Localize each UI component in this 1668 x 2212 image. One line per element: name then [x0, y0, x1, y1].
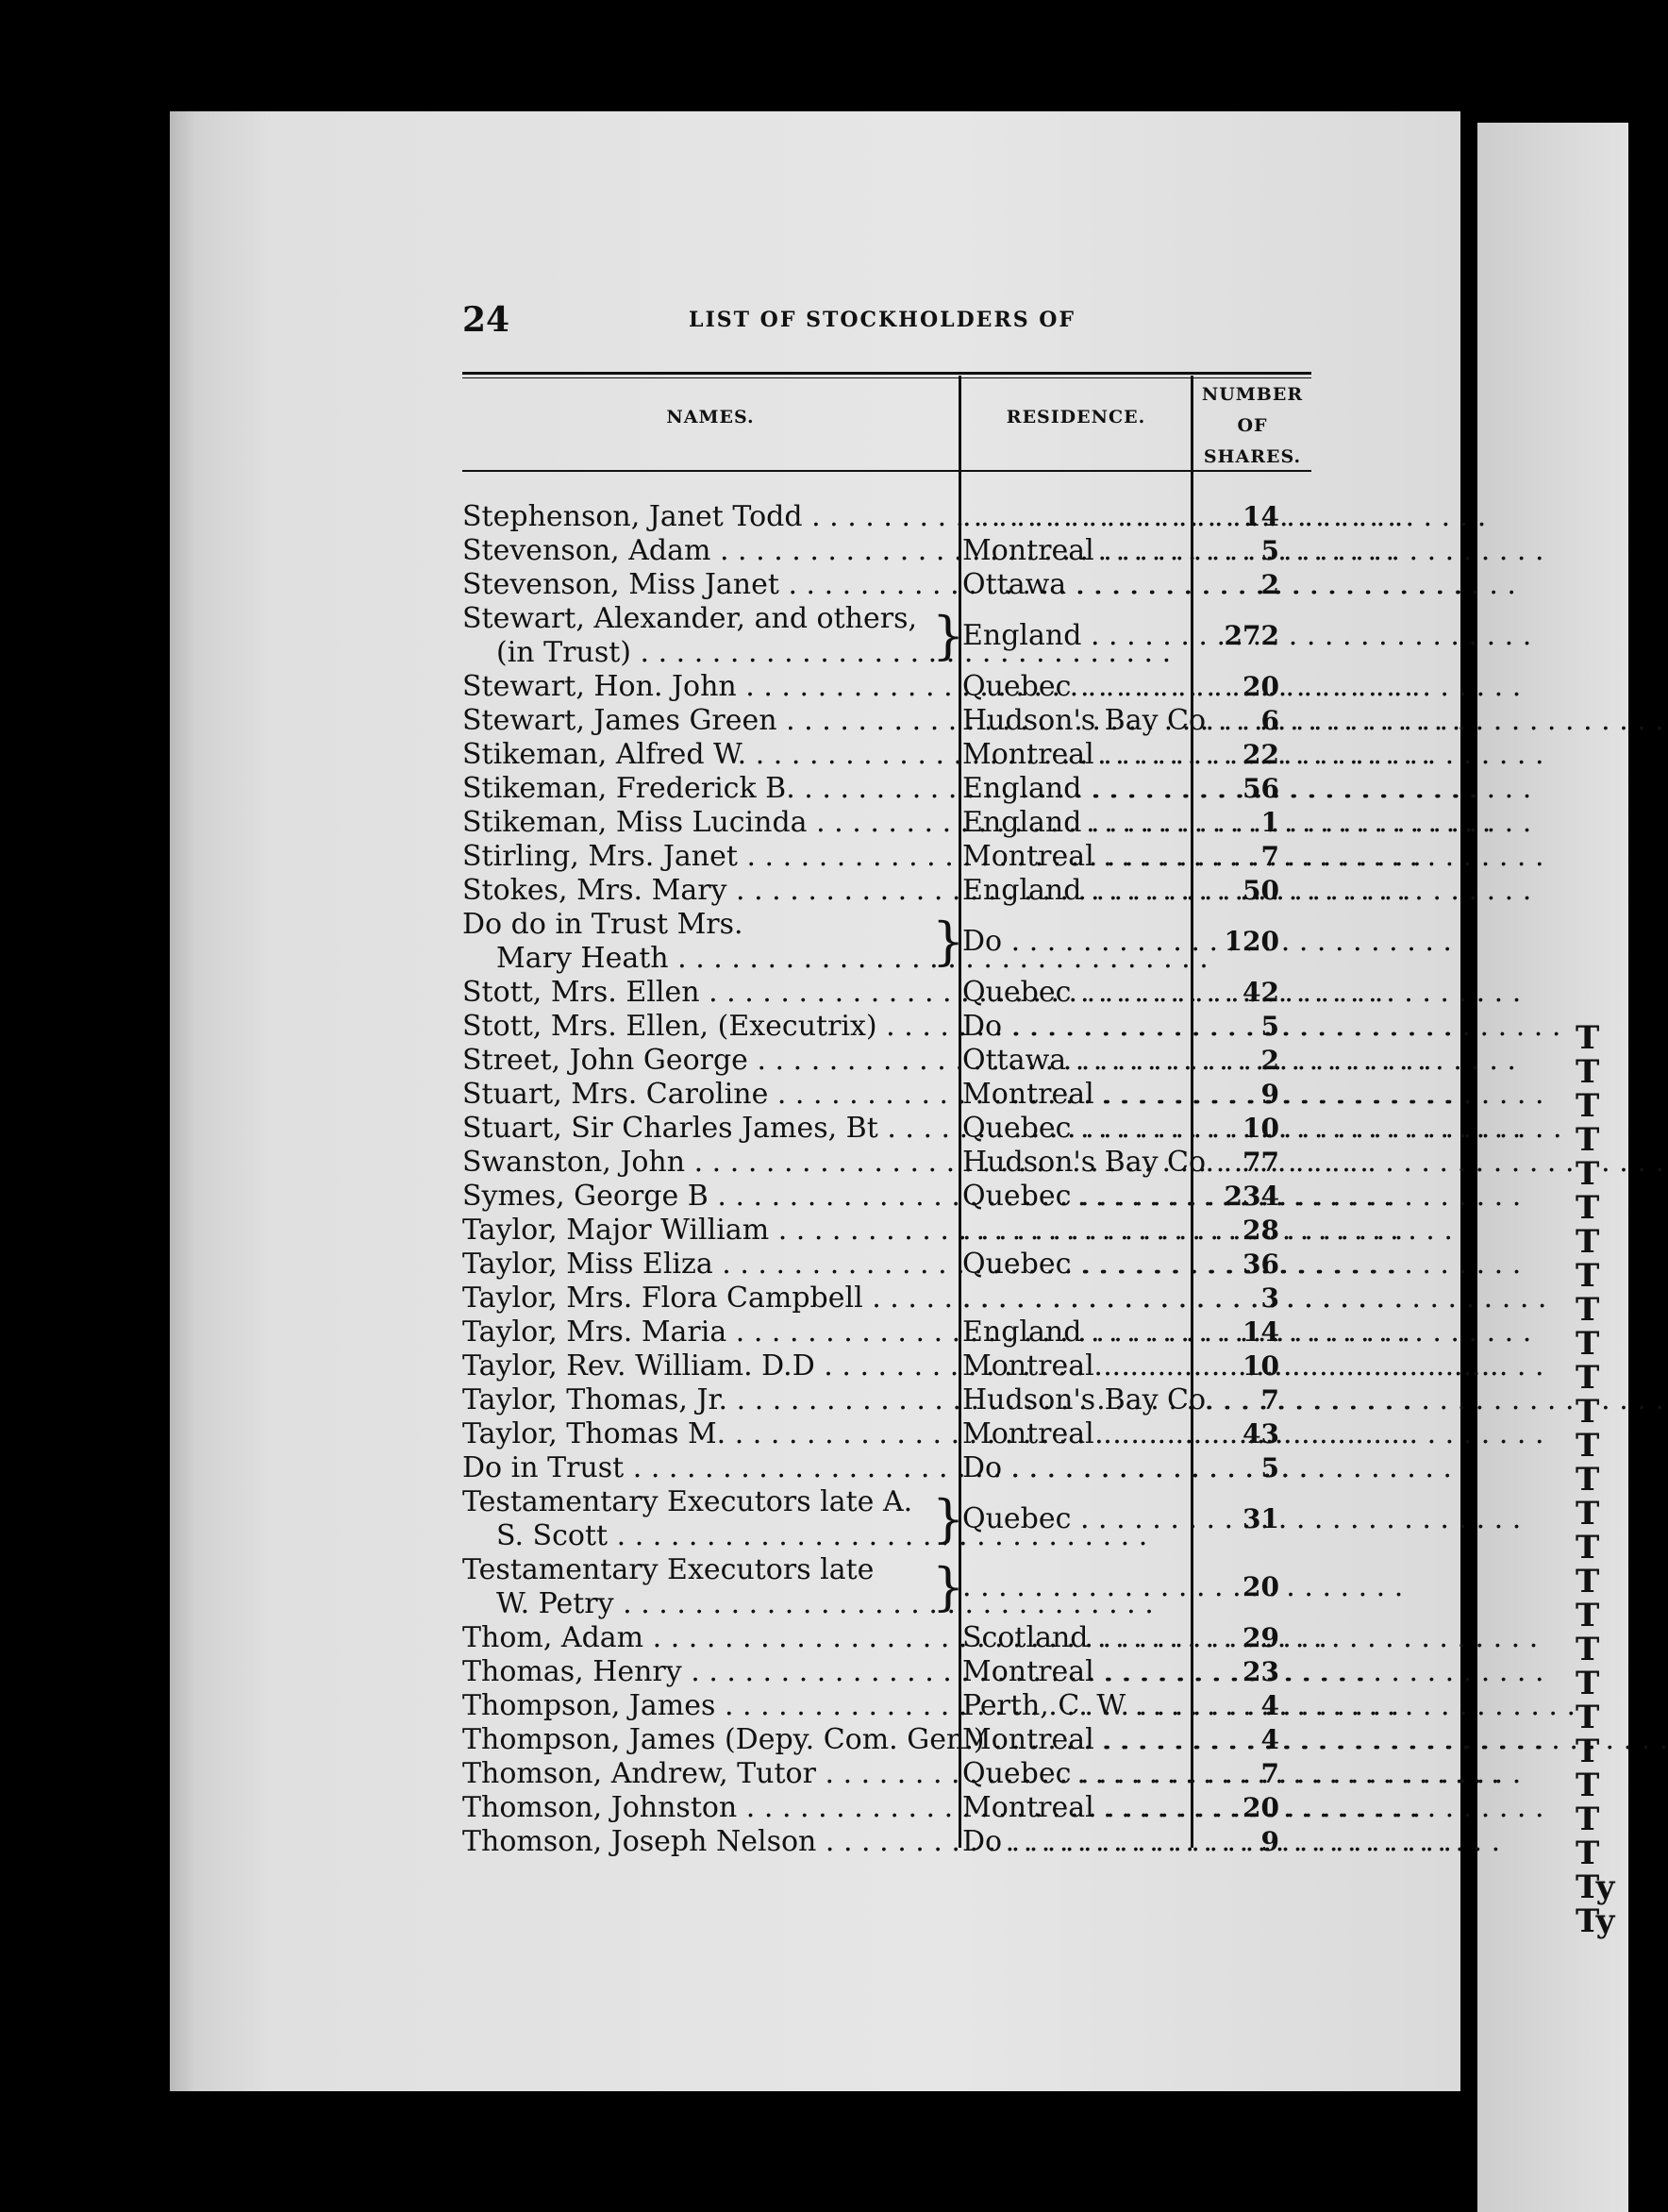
stockholder-name: Stikeman, Miss Lucinda . . . [462, 806, 953, 840]
adjacent-page-letter: T [1576, 1529, 1600, 1567]
stockholder-shares: 4 [1260, 1724, 1279, 1755]
adjacent-page-letter: T [1576, 1461, 1600, 1499]
column-header-shares-line1: NUMBER [1201, 384, 1304, 405]
stockholder-residence: Quebec . . . [962, 1180, 1187, 1214]
adjacent-page-letter: T [1576, 1699, 1600, 1736]
adjacent-page-letter: T [1576, 1257, 1600, 1295]
stockholder-shares: 29 [1243, 1622, 1279, 1653]
stockholder-name: Thomson, Joseph Nelson . . . [462, 1825, 953, 1859]
table-row [0, 1315, 1623, 1349]
stockholder-shares: 77 [1243, 1147, 1279, 1178]
stockholder-shares: 7 [1260, 841, 1279, 872]
running-title: LIST OF STOCKHOLDERS OF [689, 308, 1076, 332]
stockholder-shares: 20 [1243, 1792, 1279, 1823]
adjacent-page-letter: T [1576, 1665, 1600, 1702]
stockholder-shares: 6 [1260, 705, 1279, 736]
table-header-rule [462, 470, 1311, 472]
table-row [0, 772, 1623, 806]
stockholder-residence: Ottawa . . . [962, 1044, 1187, 1078]
table-row [0, 670, 1623, 704]
stockholder-name [462, 1553, 953, 1621]
table-row [0, 1010, 1623, 1044]
table-row [0, 568, 1623, 602]
table-row [0, 840, 1623, 874]
stockholder-name-line1: Testamentary Executors late [462, 1553, 875, 1586]
adjacent-page-letter: T [1576, 1495, 1600, 1533]
stockholder-name-line1: Do do in Trust Mrs. [462, 908, 743, 941]
stockholder-shares: 31 [1243, 1503, 1279, 1534]
stockholder-shares: 36 [1243, 1248, 1279, 1280]
stockholder-shares: 20 [1243, 671, 1279, 702]
stockholder-name-line1: Stewart, Alexander, and others, [462, 602, 918, 635]
stockholder-shares: 28 [1243, 1215, 1279, 1246]
stockholder-residence: Montreal . . . [962, 1723, 1187, 1757]
stockholder-residence: Do . . . [962, 1010, 1187, 1044]
stockholder-shares: 10 [1243, 1113, 1279, 1144]
adjacent-page-letter: T [1576, 1223, 1600, 1261]
stockholder-shares: 50 [1243, 875, 1279, 906]
stockholder-name [462, 1485, 953, 1553]
adjacent-page-letter: T [1576, 1291, 1600, 1329]
adjacent-page-letter: Ty [1576, 1902, 1615, 1940]
stockholder-residence: Scotland . . . [962, 1621, 1187, 1655]
stockholder-residence: Hudson's Bay Co. . . . [962, 1383, 1187, 1417]
adjacent-page-letter: T [1576, 1155, 1600, 1193]
stockholder-shares: 43 [1243, 1418, 1279, 1450]
table-row [0, 1655, 1623, 1689]
stockholder-shares: 234 [1224, 1181, 1279, 1212]
stockholder-residence: Quebec . . . [962, 1112, 1187, 1146]
brace-mark: } [932, 1489, 965, 1549]
stockholder-residence: Quebec . . . [962, 976, 1187, 1010]
column-header-names: NAMES. [666, 407, 755, 427]
stockholder-residence [962, 1282, 1187, 1315]
adjacent-page-letter: T [1576, 1189, 1600, 1227]
adjacent-page-letter: T [1576, 1801, 1600, 1838]
stockholder-residence: England . . . [962, 619, 1187, 653]
stockholder-residence [962, 1570, 1187, 1604]
stockholder-residence: Montreal . . . [962, 534, 1187, 568]
stockholder-name: Stott, Mrs. Ellen . . . [462, 976, 953, 1010]
table-row [0, 1383, 1623, 1417]
brace-mark: } [932, 1557, 965, 1617]
table-row [0, 1485, 1623, 1553]
stockholder-name: Symes, George B . . . [462, 1180, 953, 1214]
stockholder-name: Stikeman, Alfred W. . . . [462, 738, 953, 772]
brace-mark: } [932, 912, 965, 971]
column-header-shares-line3: SHARES. [1203, 446, 1302, 467]
stockholder-residence: England . . . [962, 772, 1187, 806]
table-row [0, 1689, 1623, 1723]
stockholder-shares: 120 [1224, 926, 1279, 957]
stockholder-name: Taylor, Rev. William. D.D . . . [462, 1349, 953, 1383]
adjacent-page-letter: T [1576, 1359, 1600, 1397]
stockholder-shares: 3 [1260, 1282, 1279, 1314]
stockholder-residence: Do . . . [962, 1825, 1187, 1859]
table-row [0, 1723, 1623, 1757]
table-row [0, 1417, 1623, 1451]
stockholder-shares: 23 [1243, 1656, 1279, 1687]
stockholder-name: Stewart, Hon. John . . . [462, 670, 953, 704]
adjacent-page-letter: T [1576, 1053, 1600, 1091]
table-row [0, 500, 1623, 534]
stockholder-residence: Montreal . . . [962, 1349, 1187, 1383]
table-row [0, 602, 1623, 670]
stockholder-residence [962, 1214, 1187, 1248]
stockholder-name: Taylor, Thomas M. . . . [462, 1417, 953, 1451]
adjacent-page-letter: T [1576, 1563, 1600, 1600]
column-header-shares [1193, 379, 1311, 473]
stockholder-name: Taylor, Thomas, Jr. . . . [462, 1383, 953, 1417]
table-row [0, 1044, 1623, 1078]
stockholder-residence: Hudson's Bay Co. . . . [962, 1146, 1187, 1180]
adjacent-page-letter: T [1576, 1427, 1600, 1465]
stockholder-residence: Do . . . [962, 925, 1187, 959]
stockholder-name: Stott, Mrs. Ellen, (Executrix) . . . [462, 1010, 953, 1044]
stockholder-residence: Montreal . . . [962, 1655, 1187, 1689]
stockholder-residence: Perth, C. W . . . [962, 1689, 1187, 1723]
table-row [0, 1757, 1623, 1791]
stockholder-name: Stephenson, Janet Todd . . . [462, 500, 953, 534]
stockholder-shares: 20 [1243, 1571, 1279, 1602]
adjacent-page-letter: T [1576, 1087, 1600, 1125]
table-row [0, 1621, 1623, 1655]
stockholder-residence: Quebec . . . [962, 1248, 1187, 1282]
table-row [0, 1451, 1623, 1485]
stockholder-name-line2: Mary Heath . . . [462, 942, 953, 976]
stockholder-name: Taylor, Mrs. Flora Campbell . . . [462, 1282, 953, 1315]
stockholder-name: Stikeman, Frederick B. . . . [462, 772, 953, 806]
stockholder-residence: Do . . . [962, 1451, 1187, 1485]
stockholder-residence: Quebec . . . [962, 1757, 1187, 1791]
stockholder-name-line1: Testamentary Executors late A. [462, 1485, 913, 1518]
adjacent-page-letter: T [1576, 1121, 1600, 1159]
stockholder-name: Stirling, Mrs. Janet . . . [462, 840, 953, 874]
table-row [0, 704, 1623, 738]
stockholder-name: Street, John George . . . [462, 1044, 953, 1078]
stockholder-shares: 7 [1260, 1384, 1279, 1416]
stockholder-residence: England . . . [962, 806, 1187, 840]
table-row [0, 806, 1623, 840]
table-row [0, 1146, 1623, 1180]
stockholder-residence: Montreal . . . [962, 1791, 1187, 1825]
stockholder-name: Stokes, Mrs. Mary . . . [462, 874, 953, 908]
stockholder-shares: 14 [1243, 501, 1279, 532]
table-row [0, 1282, 1623, 1315]
stockholder-residence: Montreal . . . [962, 840, 1187, 874]
stockholder-shares: 42 [1243, 977, 1279, 1008]
table-row [0, 1112, 1623, 1146]
stockholder-name: Taylor, Mrs. Maria . . . [462, 1315, 953, 1349]
stockholder-residence: Ottawa . . . [962, 568, 1187, 602]
table-row [0, 1078, 1623, 1112]
stockholder-residence: Montreal . . . [962, 738, 1187, 772]
stockholder-name: Thomson, Johnston . . . [462, 1791, 953, 1825]
stockholder-shares: 2 [1260, 1045, 1279, 1076]
stockholder-shares: 4 [1260, 1690, 1279, 1721]
stockholder-name: Thompson, James . . . [462, 1689, 953, 1723]
table-row [0, 1825, 1623, 1859]
table-row [0, 534, 1623, 568]
table-row [0, 976, 1623, 1010]
stockholder-name: Stewart, James Green . . . [462, 704, 953, 738]
stockholder-name: Thomas, Henry . . . [462, 1655, 953, 1689]
adjacent-page-letter: T [1576, 1835, 1600, 1872]
adjacent-page-letter: T [1576, 1019, 1600, 1057]
stockholder-shares: 14 [1243, 1316, 1279, 1348]
table-row [0, 1214, 1623, 1248]
stockholder-name-line2: S. Scott . . . [462, 1519, 953, 1553]
table-top-rule-thin [462, 377, 1311, 378]
stockholder-name: Stuart, Sir Charles James, Bt . . . [462, 1112, 953, 1146]
stockholder-shares: 10 [1243, 1350, 1279, 1382]
stockholder-name: Thomson, Andrew, Tutor . . . [462, 1757, 953, 1791]
page-header [462, 300, 1264, 344]
stockholder-name: Taylor, Major William . . . [462, 1214, 953, 1248]
adjacent-page-letter: T [1576, 1767, 1600, 1804]
stockholder-residence: Hudson's Bay Co. . . . [962, 704, 1187, 738]
stockholder-shares: 56 [1243, 773, 1279, 804]
column-header-residence: RESIDENCE. [1006, 407, 1146, 427]
stockholder-name-line2: W. Petry . . . [462, 1587, 953, 1621]
adjacent-page-letter: T [1576, 1393, 1600, 1431]
stockholder-name: Thompson, James (Depy. Com. Gen.) . . . [462, 1723, 953, 1757]
stockholder-name: Swanston, John . . . [462, 1146, 953, 1180]
table-top-rule [462, 372, 1311, 375]
stockholder-name [462, 602, 953, 670]
adjacent-page-letter: Ty [1576, 1868, 1615, 1906]
table-row [0, 908, 1623, 976]
column-header-shares-line2: OF [1237, 415, 1268, 436]
stockholder-shares: 272 [1224, 620, 1279, 651]
stockholder-name [462, 908, 953, 976]
table-row [0, 1248, 1623, 1282]
stockholder-shares: 9 [1260, 1079, 1279, 1110]
stockholder-shares: 5 [1260, 1011, 1279, 1042]
stockholder-residence: England . . . [962, 874, 1187, 908]
stockholder-name: Stevenson, Miss Janet . . . [462, 568, 953, 602]
stockholder-shares: 9 [1260, 1826, 1279, 1857]
brace-mark: } [932, 606, 965, 665]
page-number: 24 [462, 300, 510, 340]
stockholder-shares: 2 [1260, 569, 1279, 600]
stockholder-shares: 5 [1260, 535, 1279, 566]
stockholder-residence: Montreal . . . [962, 1078, 1187, 1112]
stockholder-name: Taylor, Miss Eliza . . . [462, 1248, 953, 1282]
adjacent-page-letter: T [1576, 1733, 1600, 1770]
adjacent-page-letter: T [1576, 1597, 1600, 1634]
adjacent-page-letter: T [1576, 1631, 1600, 1668]
stockholder-name: Stevenson, Adam . . . [462, 534, 953, 568]
table-row [0, 738, 1623, 772]
table-row [0, 874, 1623, 908]
stockholder-shares: 1 [1260, 807, 1279, 838]
stockholder-residence: Quebec . . . [962, 670, 1187, 704]
table-row [0, 1553, 1623, 1621]
stockholder-shares: 5 [1260, 1452, 1279, 1483]
table-row [0, 1791, 1623, 1825]
stockholder-name-line2: (in Trust) . . . [462, 636, 953, 670]
stockholder-name: Do in Trust . . . [462, 1451, 953, 1485]
stockholder-shares: 7 [1260, 1758, 1279, 1789]
table-row [0, 1180, 1623, 1214]
stockholder-residence [962, 500, 1187, 534]
stockholder-residence: Montreal . . . [962, 1417, 1187, 1451]
stockholder-residence: England . . . [962, 1315, 1187, 1349]
stockholder-residence: Quebec . . . [962, 1502, 1187, 1536]
stockholder-shares: 22 [1243, 739, 1279, 770]
stockholder-name: Thom, Adam . . . [462, 1621, 953, 1655]
adjacent-page-letter: T [1576, 1325, 1600, 1363]
table-row [0, 1349, 1623, 1383]
stockholder-name: Stuart, Mrs. Caroline . . . [462, 1078, 953, 1112]
